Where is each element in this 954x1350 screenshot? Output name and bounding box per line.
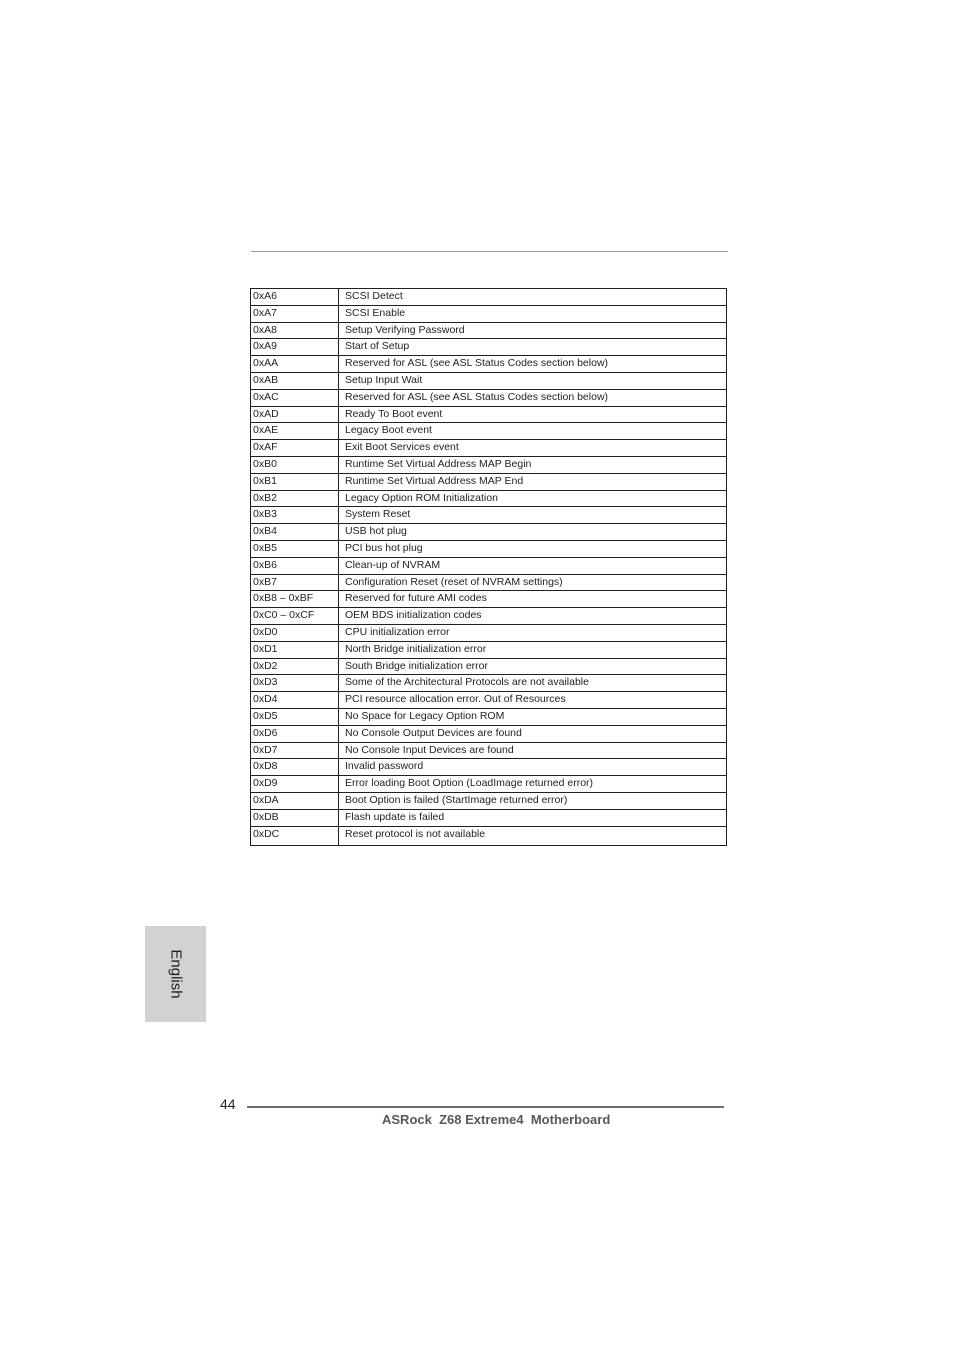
description-cell: Start of Setup xyxy=(339,339,727,356)
table-row xyxy=(251,641,727,658)
code-cell: 0xB0 xyxy=(251,456,339,473)
table-row xyxy=(251,289,727,306)
description-cell: Exit Boot Services event xyxy=(339,440,727,457)
code-cell: 0xD1 xyxy=(251,641,339,658)
description-cell: USB hot plug xyxy=(339,524,727,541)
description-cell: No Console Input Devices are found xyxy=(339,742,727,759)
page-number: 44 xyxy=(220,1096,236,1112)
code-cell: 0xA8 xyxy=(251,322,339,339)
code-cell: 0xAA xyxy=(251,356,339,373)
code-cell: 0xA6 xyxy=(251,289,339,306)
top-divider xyxy=(251,251,728,252)
code-cell: 0xAD xyxy=(251,406,339,423)
code-cell: 0xA9 xyxy=(251,339,339,356)
code-cell: 0xD2 xyxy=(251,658,339,675)
code-cell: 0xB1 xyxy=(251,473,339,490)
code-cell: 0xB7 xyxy=(251,574,339,591)
table-row xyxy=(251,574,727,591)
code-cell: 0xD9 xyxy=(251,776,339,793)
description-cell: Setup Input Wait xyxy=(339,372,727,389)
footer-divider xyxy=(247,1106,724,1108)
code-cell: 0xD4 xyxy=(251,692,339,709)
table-row xyxy=(251,759,727,776)
code-cell: 0xB5 xyxy=(251,540,339,557)
code-cell: 0xD7 xyxy=(251,742,339,759)
description-cell: No Console Output Devices are found xyxy=(339,725,727,742)
description-cell: Error loading Boot Option (LoadImage returned error) xyxy=(339,776,727,793)
table-row xyxy=(251,322,727,339)
code-cell: 0xD0 xyxy=(251,624,339,641)
table-row xyxy=(251,809,727,826)
table-row xyxy=(251,305,727,322)
description-cell: OEM BDS initialization codes xyxy=(339,608,727,625)
table-row xyxy=(251,406,727,423)
description-cell: Ready To Boot event xyxy=(339,406,727,423)
description-cell: SCSI Enable xyxy=(339,305,727,322)
table-row xyxy=(251,591,727,608)
description-cell: Reserved for future AMI codes xyxy=(339,591,727,608)
table-row xyxy=(251,540,727,557)
table-row xyxy=(251,456,727,473)
table-row xyxy=(251,608,727,625)
description-cell: CPU initialization error xyxy=(339,624,727,641)
code-cell: 0xD6 xyxy=(251,725,339,742)
code-cell: 0xC0 – 0xCF xyxy=(251,608,339,625)
description-cell: System Reset xyxy=(339,507,727,524)
table-row xyxy=(251,490,727,507)
code-cell: 0xB3 xyxy=(251,507,339,524)
code-cell: 0xAE xyxy=(251,423,339,440)
table-row xyxy=(251,792,727,809)
post-codes-table xyxy=(250,288,727,846)
code-cell: 0xB4 xyxy=(251,524,339,541)
table-row xyxy=(251,708,727,725)
table-row xyxy=(251,473,727,490)
description-cell: North Bridge initialization error xyxy=(339,641,727,658)
table-row xyxy=(251,826,727,845)
code-cell: 0xD5 xyxy=(251,708,339,725)
description-cell: Setup Verifying Password xyxy=(339,322,727,339)
description-cell: No Space for Legacy Option ROM xyxy=(339,708,727,725)
code-cell: 0xB6 xyxy=(251,557,339,574)
description-cell: PCI bus hot plug xyxy=(339,540,727,557)
description-cell: Reserved for ASL (see ASL Status Codes section below) xyxy=(339,356,727,373)
code-cell: 0xDC xyxy=(251,826,339,845)
description-cell: SCSI Detect xyxy=(339,289,727,306)
code-cell: 0xAF xyxy=(251,440,339,457)
table-row xyxy=(251,658,727,675)
code-cell: 0xAC xyxy=(251,389,339,406)
description-cell: Boot Option is failed (StartImage returned error) xyxy=(339,792,727,809)
description-cell: Runtime Set Virtual Address MAP Begin xyxy=(339,456,727,473)
table-row xyxy=(251,372,727,389)
table-row xyxy=(251,440,727,457)
description-cell: Configuration Reset (reset of NVRAM settings) xyxy=(339,574,727,591)
table-row xyxy=(251,742,727,759)
description-cell: Reset protocol is not available xyxy=(339,826,727,845)
code-cell: 0xAB xyxy=(251,372,339,389)
description-cell: Some of the Architectural Protocols are not available xyxy=(339,675,727,692)
description-cell: PCI resource allocation error. Out of Resources xyxy=(339,692,727,709)
table-row xyxy=(251,557,727,574)
code-cell: 0xDB xyxy=(251,809,339,826)
code-cell: 0xDA xyxy=(251,792,339,809)
description-cell: Runtime Set Virtual Address MAP End xyxy=(339,473,727,490)
code-cell: 0xA7 xyxy=(251,305,339,322)
table-row xyxy=(251,507,727,524)
table-row xyxy=(251,725,727,742)
description-cell: South Bridge initialization error xyxy=(339,658,727,675)
description-cell: Legacy Boot event xyxy=(339,423,727,440)
description-cell: Invalid password xyxy=(339,759,727,776)
description-cell: Flash update is failed xyxy=(339,809,727,826)
code-cell: 0xD3 xyxy=(251,675,339,692)
code-cell: 0xD8 xyxy=(251,759,339,776)
language-tab xyxy=(145,926,206,1022)
description-cell: Legacy Option ROM Initialization xyxy=(339,490,727,507)
table-row xyxy=(251,389,727,406)
table-row xyxy=(251,339,727,356)
table-row xyxy=(251,624,727,641)
post-codes-table-body xyxy=(251,289,727,846)
description-cell: Clean-up of NVRAM xyxy=(339,557,727,574)
table-row xyxy=(251,423,727,440)
language-tab-label: English xyxy=(167,949,184,999)
table-row xyxy=(251,692,727,709)
footer-title: ASRock Z68 Extreme4 Motherboard xyxy=(382,1112,611,1127)
table-row xyxy=(251,776,727,793)
code-cell: 0xB8 – 0xBF xyxy=(251,591,339,608)
table-row xyxy=(251,356,727,373)
description-cell: Reserved for ASL (see ASL Status Codes section below) xyxy=(339,389,727,406)
code-cell: 0xB2 xyxy=(251,490,339,507)
table-row xyxy=(251,524,727,541)
table-row xyxy=(251,675,727,692)
